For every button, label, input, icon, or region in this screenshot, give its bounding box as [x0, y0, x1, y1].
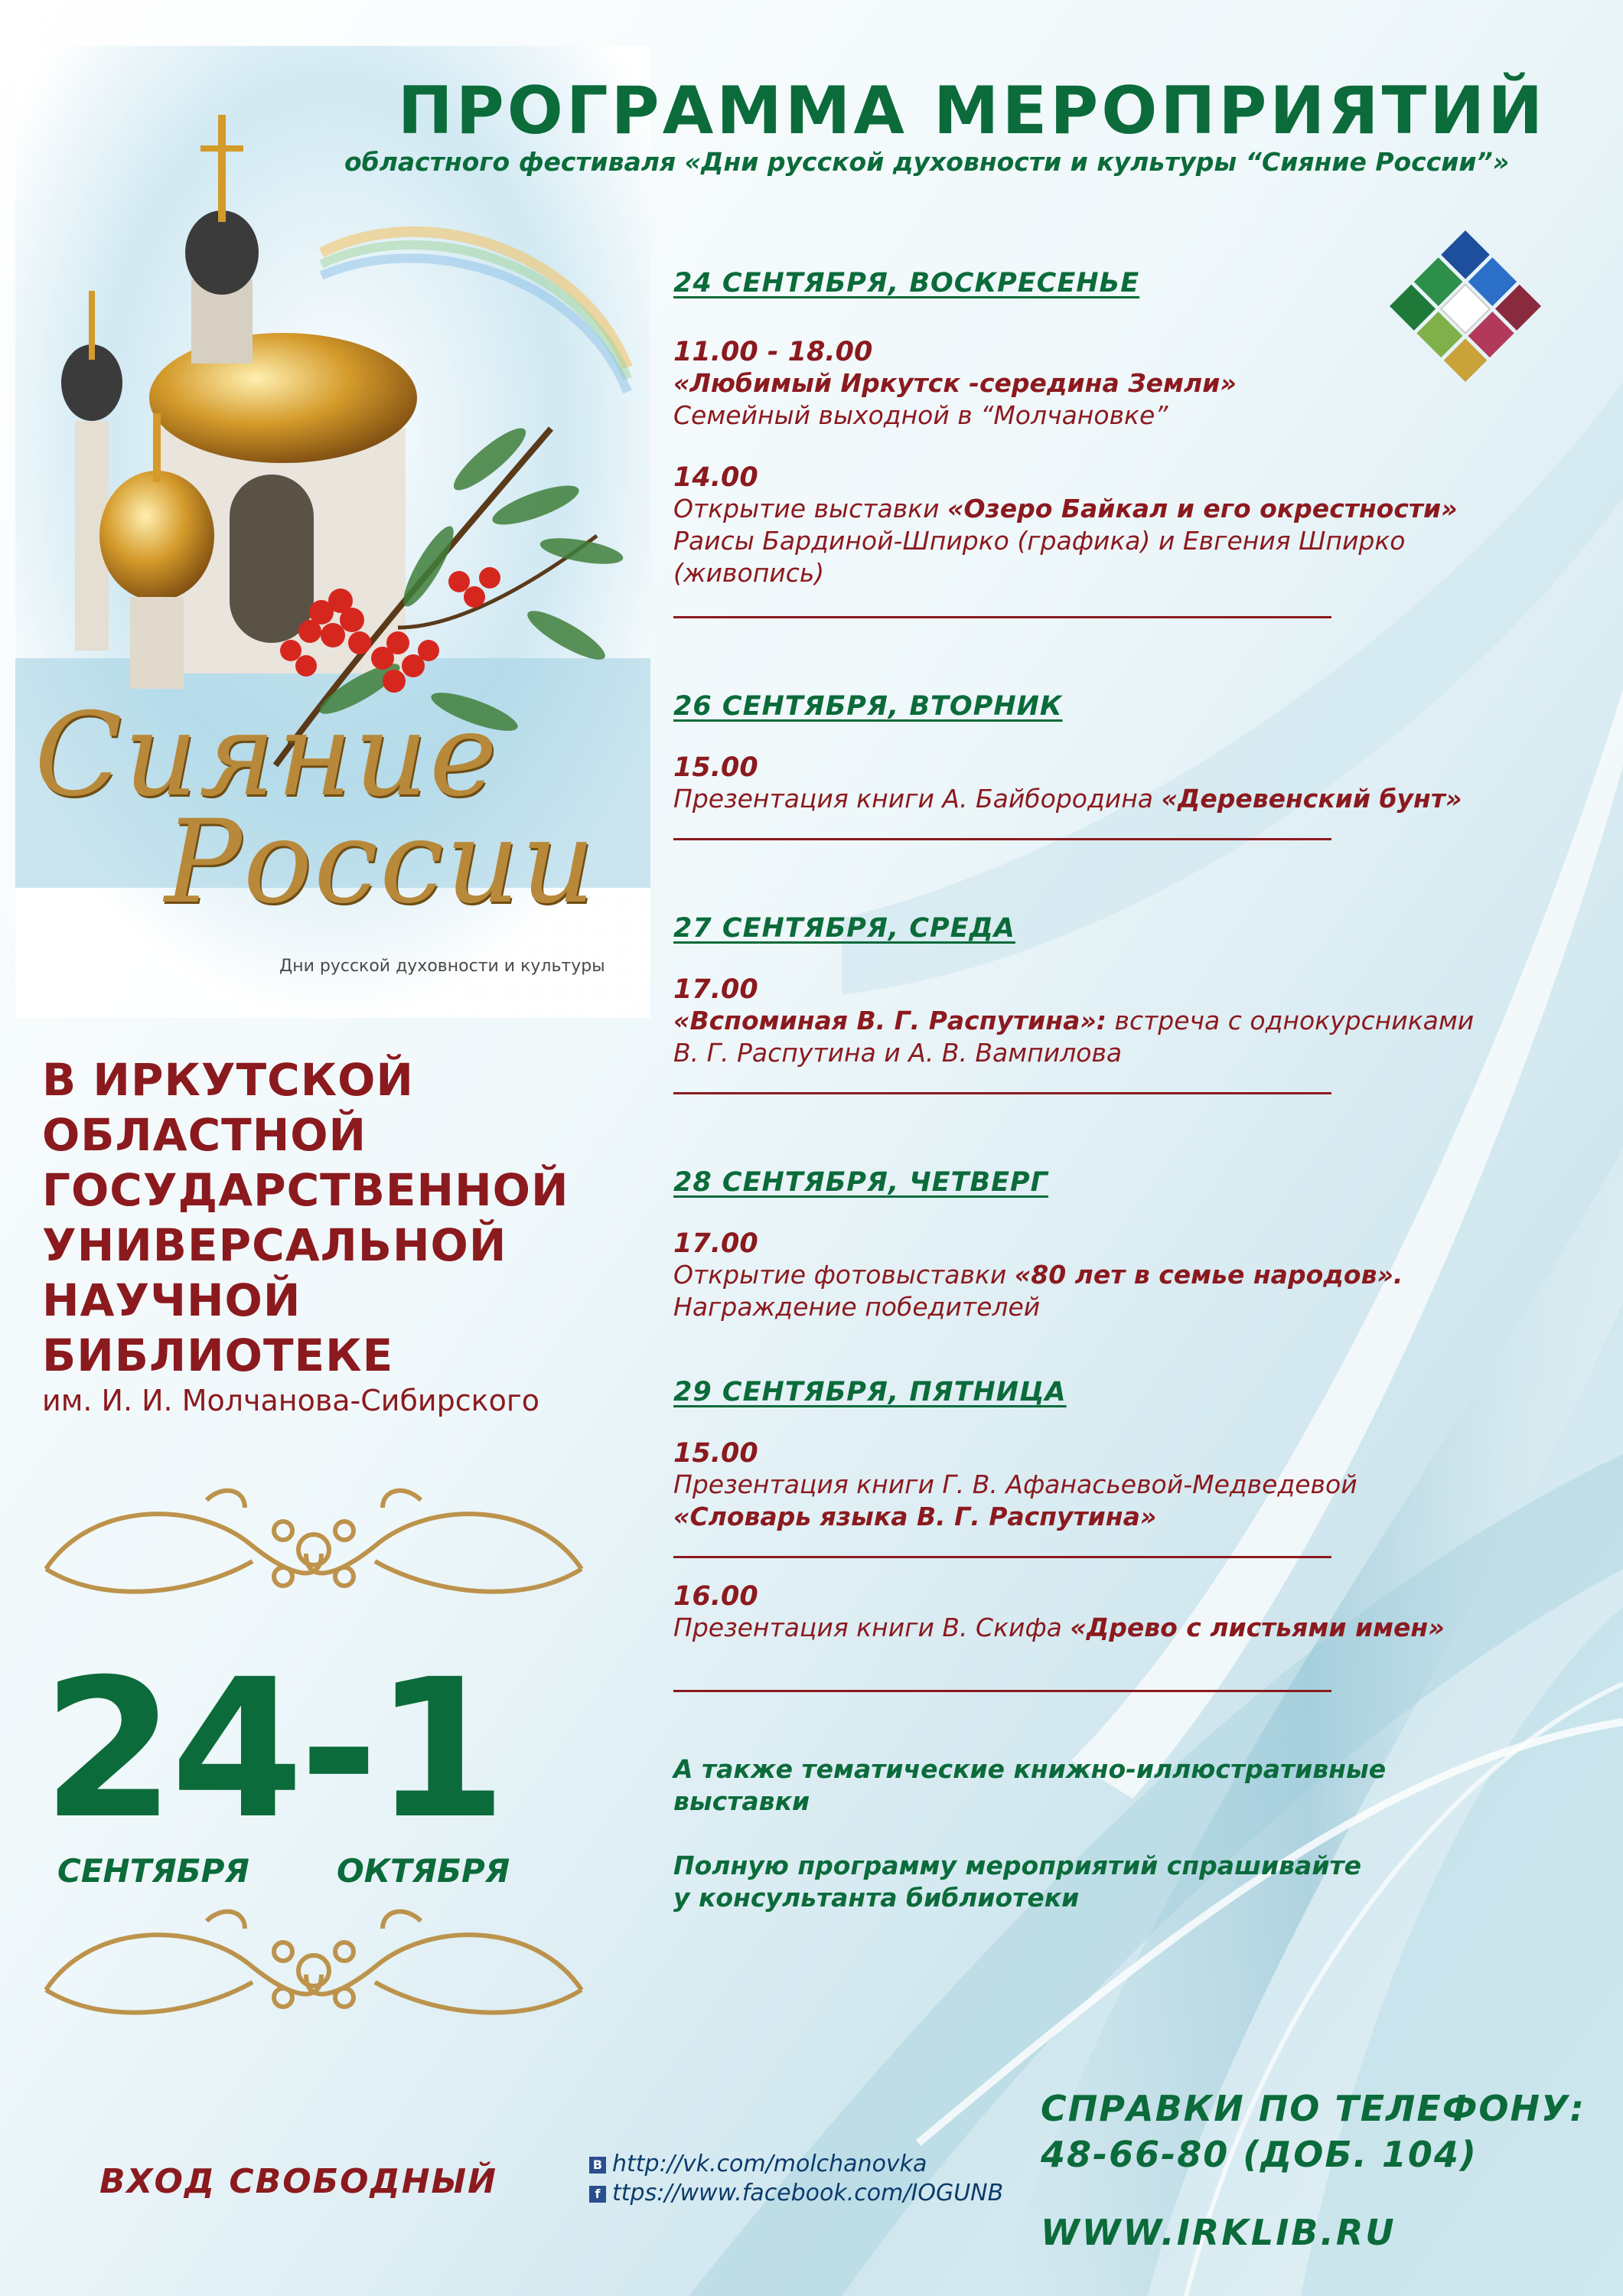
- event-line: Презентация книги Г. В. Афанасьевой-Медведевой: [673, 1469, 1357, 1499]
- facebook-icon: f: [589, 2186, 606, 2203]
- festival-logo-line2: России: [165, 796, 597, 929]
- page-subtitle: областного фестиваля «Дни русской духовности и культуры “Сияние России”»: [344, 147, 1510, 177]
- event-line: Открытие выставки «Озеро Байкал и его окрестности»: [673, 494, 1458, 523]
- event-line: Открытие фотовыставки «80 лет в семье народов».: [673, 1260, 1403, 1290]
- notes: [673, 1753, 1592, 1914]
- venue-named-after: им. И. И. Молчанова-Сибирского: [42, 1384, 540, 1417]
- note-line: выставки: [673, 1786, 810, 1816]
- date-range: 24-1: [42, 1638, 503, 1861]
- note-line: у консультанта библиотеки: [673, 1883, 1080, 1913]
- venue-line: БИБЛИОТЕКЕ: [42, 1329, 394, 1381]
- venue-line: УНИВЕРСАЛЬНОЙ: [42, 1219, 507, 1271]
- day-heading: 24 СЕНТЯБРЯ, ВОСКРЕСЕНЬЕ: [673, 268, 1140, 298]
- phone-label: СПРАВКИ ПО ТЕЛЕФОНУ:: [1041, 2088, 1586, 2129]
- event-line: «Любимый Иркутск -середина Земли»: [673, 368, 1237, 398]
- event-time: 14.00: [673, 462, 758, 493]
- festival-logo-line1: Сияние: [34, 689, 499, 822]
- day-heading: 29 СЕНТЯБРЯ, ПЯТНИЦА: [673, 1377, 1067, 1407]
- venue-line: ГОСУДАРСТВЕННОЙ: [42, 1164, 569, 1216]
- schedule-day: [673, 691, 1592, 840]
- event-line: «Словарь языка В. Г. Распутина»: [673, 1502, 1157, 1531]
- facebook-link[interactable]: [589, 2180, 1003, 2206]
- schedule-day: [673, 913, 1592, 1094]
- event-line: Раисы Бардиной-Шпирко (графика) и Евгения Шпирко: [673, 526, 1406, 556]
- event-line: Презентация книги А. Байбородина «Деревенский бунт»: [673, 784, 1462, 814]
- venue-line: ОБЛАСТНОЙ: [42, 1109, 367, 1161]
- vk-link-text[interactable]: http://vk.com/molchanovka: [612, 2151, 927, 2177]
- day-heading: 28 СЕНТЯБРЯ, ЧЕТВЕРГ: [673, 1167, 1048, 1198]
- event-line: Награждение победителей: [673, 1292, 1041, 1322]
- schedule-day: [673, 268, 1592, 618]
- note-line: Полную программу мероприятий спрашивайте: [673, 1851, 1361, 1880]
- event-time: 17.00: [673, 1228, 758, 1259]
- month-start: СЕНТЯБРЯ: [57, 1852, 249, 1890]
- note-line: А также тематические книжно-иллюстративные: [673, 1754, 1387, 1784]
- festival-logo: [27, 689, 654, 1018]
- page-title: ПРОГРАММА МЕРОПРИЯТИЙ: [397, 73, 1546, 149]
- day-heading: 27 СЕНТЯБРЯ, СРЕДА: [673, 913, 1015, 944]
- facebook-link-text[interactable]: ttps://www.facebook.com/IOGUNB: [612, 2180, 1004, 2206]
- vk-link[interactable]: [589, 2151, 927, 2177]
- event-line: (живопись): [673, 558, 825, 588]
- venue-line: В ИРКУТСКОЙ: [42, 1054, 414, 1106]
- vk-icon: В: [589, 2157, 606, 2174]
- event-time: 16.00: [673, 1581, 758, 1612]
- event-time: 17.00: [673, 974, 758, 1005]
- venue-line: НАУЧНОЙ: [42, 1274, 301, 1326]
- phone-number: 48-66-80 (ДОБ. 104): [1041, 2134, 1478, 2175]
- day-heading: 26 СЕНТЯБРЯ, ВТОРНИК: [673, 691, 1063, 722]
- event-time: 15.00: [673, 1438, 758, 1469]
- free-entry-label: ВХОД СВОБОДНЫЙ: [99, 2162, 497, 2201]
- event-line: «Вспоминая В. Г. Распутина»: встреча с однокурсниками: [673, 1006, 1475, 1035]
- month-end: ОКТЯБРЯ: [337, 1852, 510, 1890]
- schedule-day: [673, 1377, 1592, 1692]
- event-time: 11.00 - 18.00: [673, 337, 873, 367]
- schedule-day: [673, 1167, 1592, 1323]
- website-link[interactable]: WWW.IRKLIB.RU: [1041, 2212, 1396, 2253]
- festival-logo-tagline: Дни русской духовности и культуры: [279, 957, 605, 976]
- event-time: 15.00: [673, 752, 758, 783]
- event-line: Презентация книги В. Скифа «Древо с листьями имен»: [673, 1613, 1445, 1642]
- event-line: В. Г. Распутина и А. В. Вампилова: [673, 1038, 1123, 1068]
- event-line: Семейный выходной в “Молчановке”: [673, 400, 1168, 430]
- venue-name: [42, 1052, 654, 1383]
- schedule: [673, 268, 1592, 1914]
- phone-info: [1041, 2086, 1607, 2177]
